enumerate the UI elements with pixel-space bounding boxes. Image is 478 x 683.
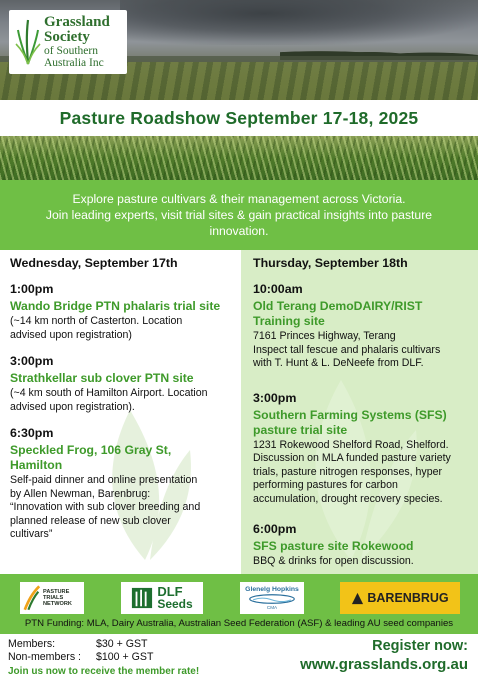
barenbrug-text: BARENBRUG: [367, 591, 449, 605]
event-time: 10:00am: [253, 282, 303, 296]
event-desc-line: Self-paid dinner and online presentation: [10, 474, 198, 486]
page-title: Pasture Roadshow September 17-18, 2025: [59, 107, 419, 128]
event-place: Strathkellar sub clover PTN site: [10, 371, 194, 385]
grass-logo-icon: [15, 18, 41, 66]
event-desc-line: advised upon registration).: [10, 400, 135, 413]
event-wando-bridge: [10, 282, 231, 342]
event-place: pasture trial site: [253, 422, 348, 437]
event-speckled-frog: [10, 426, 231, 542]
day-1-heading: Wednesday, September 17th: [10, 256, 178, 270]
seeds-text: Seeds: [157, 597, 193, 611]
event-time: 1:00pm: [10, 282, 54, 296]
event-desc-line: with T. Hunt & L. DeNeefe from DLF.: [253, 357, 424, 369]
event-desc-line: by Allen Newman, Barenbrug:: [10, 487, 151, 500]
glenelg-text: Glenelg Hopkins: [245, 586, 299, 593]
register-url-link[interactable]: www.grasslands.org.au: [300, 656, 468, 673]
event-sfs-trial: [253, 391, 468, 507]
pricing: [8, 638, 268, 678]
logo-line-4: Australia Inc: [44, 57, 104, 69]
members-label: Members:: [8, 638, 56, 650]
grass-photo: [0, 136, 478, 180]
sponsors-band: [0, 574, 478, 634]
logo-line-3: of Southern: [44, 44, 98, 57]
nonmembers-price: $100 + GST: [96, 651, 154, 663]
title-band: [0, 100, 478, 136]
event-place: Wando Bridge PTN phalaris trial site: [10, 299, 221, 313]
event-place: Southern Farming Systems (SFS): [253, 407, 447, 422]
glenelg-wave-icon: [246, 593, 298, 605]
event-desc-line: “Innovation with sub clover breeding and: [10, 501, 201, 513]
event-time: 3:00pm: [253, 390, 297, 405]
event-place: Training site: [253, 314, 325, 328]
event-desc-line: (~14 km north of Casterton. Location: [10, 315, 183, 327]
event-time: 3:00pm: [10, 354, 54, 368]
logo-line-2: Society: [44, 28, 90, 45]
event-time: 6:00pm: [253, 522, 297, 536]
event-desc-line: BBQ & drinks for open discussion.: [253, 555, 414, 567]
ptn-text-line: PASTURE: [43, 588, 70, 595]
event-strathkellar: [10, 354, 231, 414]
glenelg-cma-text: CMA: [266, 605, 278, 610]
event-desc-line: trials, pasture nitrogen responses, hyper: [253, 465, 443, 478]
event-desc-line: Inspect tall fescue and phalaris cultivars: [253, 343, 441, 356]
day-2-heading: Thursday, September 18th: [253, 256, 408, 270]
join-link[interactable]: Join us now to receive the member rate!: [8, 666, 200, 677]
sponsor-glenelg-logo: [240, 582, 304, 614]
event-time: 6:30pm: [10, 426, 54, 440]
event-desc-line: accumulation, drought recovery species.: [253, 492, 443, 505]
event-desc-line: 1231 Rokewood Shelford Road, Shelford.: [253, 438, 449, 451]
event-desc-line: (~4 km south of Hamilton Airport. Location: [10, 387, 208, 399]
event-desc-line: advised upon registration): [10, 328, 132, 341]
register-label: Register now:: [372, 638, 468, 654]
sponsor-dlf-logo: [121, 582, 203, 614]
members-price: $30 + GST: [96, 638, 148, 650]
funding-text: PTN Funding: MLA, Dairy Australia, Australian Seed Federation (ASF) & leading AU seed companies: [24, 618, 454, 629]
event-old-terang: [253, 282, 468, 371]
schedule-day-2: [241, 250, 478, 574]
sponsor-barenbrug-logo: [340, 582, 460, 614]
dlf-leaf-icon: [131, 586, 153, 610]
intro-band: [0, 180, 478, 250]
event-sfs-rokewood: [253, 522, 468, 569]
dlf-text: DLF: [157, 584, 183, 599]
barenbrug-mark-icon: [351, 592, 364, 605]
ptn-text-line: TRIALS: [43, 594, 64, 601]
logo-line-1: Grassland: [44, 13, 110, 30]
intro-line-3: innovation.: [209, 224, 269, 238]
event-desc-line: planned release of new sub clover: [10, 514, 171, 527]
event-place: Hamilton: [10, 458, 63, 472]
event-desc-line: 7161 Princes Highway, Terang: [253, 330, 396, 342]
register-block: [300, 638, 468, 675]
event-place: SFS pasture site Rokewood: [253, 539, 414, 553]
intro-line-1: Explore pasture cultivars & their management across Victoria.: [72, 192, 406, 206]
event-desc-line: Discussion on MLA funded pasture variety: [253, 452, 451, 464]
schedule-day-1: [0, 250, 241, 574]
sponsor-ptn-logo: [20, 582, 84, 614]
event-place: Old Terang DemoDAIRY/RIST: [253, 299, 423, 313]
ptn-text-line: NETWORK: [43, 601, 72, 608]
nonmembers-label: Non-members :: [8, 651, 81, 663]
event-desc-line: performing pastures for carbon: [253, 479, 398, 491]
event-desc-line: cultivars”: [10, 528, 53, 540]
ptn-swoosh-icon: [23, 584, 41, 612]
event-place: Speckled Frog, 106 Gray St,: [10, 443, 172, 457]
intro-line-2: Join leading experts, visit trial sites & gain practical insights into pasture: [45, 208, 433, 222]
grassland-society-logo: [9, 10, 127, 74]
